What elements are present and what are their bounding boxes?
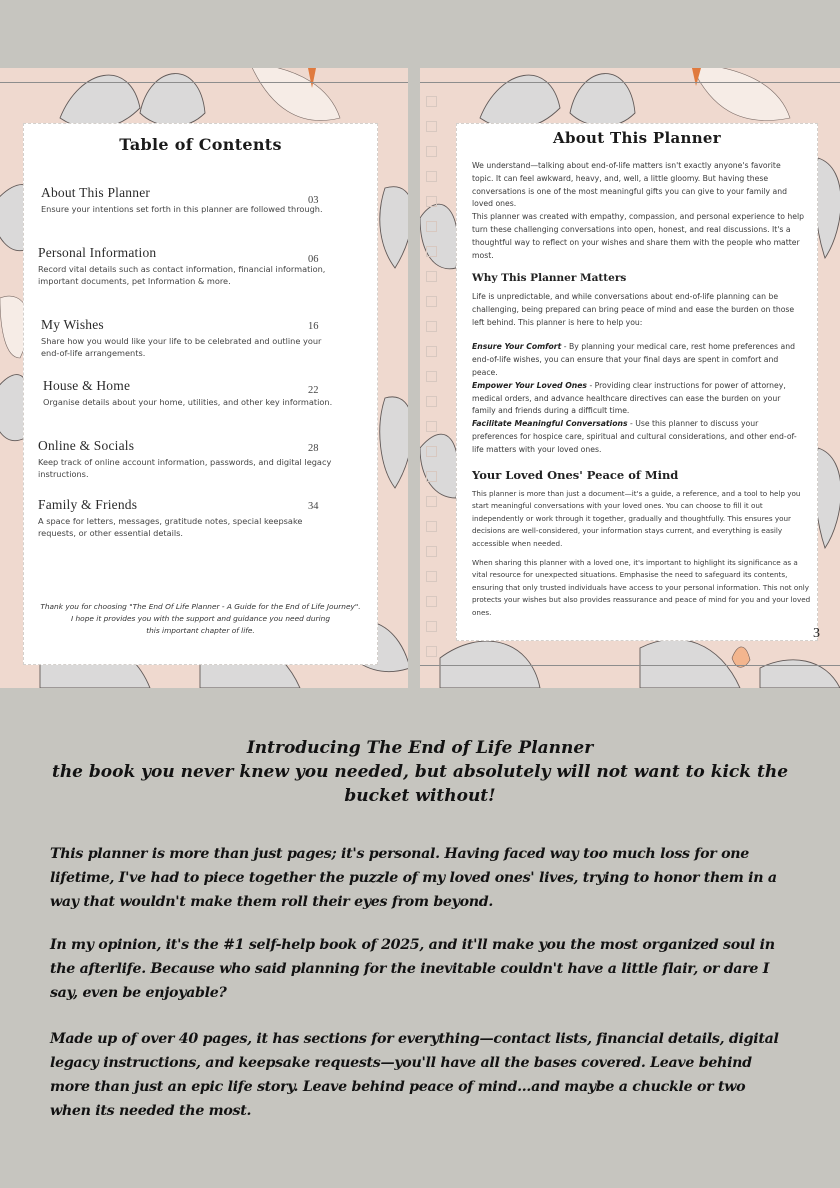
toc-card <box>23 123 378 665</box>
toc-item-description: Keep track of online account information, passwords, and digital legacy instructions. <box>38 457 332 480</box>
toc-thanks-note <box>25 601 376 637</box>
toc-item-description: Organise details about your home, utilities, and other key information. <box>43 397 333 407</box>
about-card <box>456 123 818 641</box>
promo-paragraph: This planner is more than just pages; it's personal. Having faced way too much loss for one lifetime, I've had to piece together the puzzle of my loved ones' lives, trying to honor them in a way that wouldn't make them roll their eyes from beyond. <box>50 846 777 910</box>
toc-item-heading: Family & Friends <box>38 497 138 512</box>
why-point <box>472 418 804 456</box>
why-point-label: Facilitate Meaningful Conversations <box>472 419 628 429</box>
toc-item-wishes[interactable] <box>41 317 341 360</box>
toc-item-page: 16 <box>308 321 319 332</box>
about-intro <box>472 160 804 262</box>
peace-heading: Your Loved Ones' Peace of Mind <box>472 468 679 482</box>
peace-text: When sharing this planner with a loved one, it's important to highlight its significance as a vital resource for unexpected situations. Emphasise the need to safeguard its contents, ensuring that only trusted individuals have access to your personal information. This not only protects your wishes but also provides reassurance and peace of mind for you and your loved ones. <box>472 558 811 617</box>
about-page <box>420 68 840 688</box>
why-point-text: - Providing clear instructions for power of attorney, medical orders, and advance healthcare directives can ease the burden on your family and friends during a difficult time. <box>472 380 786 416</box>
why-section <box>472 291 804 457</box>
page-bottom-rule <box>420 665 840 666</box>
why-heading: Why This Planner Matters <box>472 272 627 284</box>
toc-item-heading: House & Home <box>43 378 131 393</box>
toc-item-description: A space for letters, messages, gratitude notes, special keepsake requests, or other essential details. <box>38 516 303 539</box>
toc-item-description: Ensure your intentions set forth in this planner are followed through. <box>41 204 323 214</box>
about-intro-paragraph: This planner was created with empathy, compassion, and personal experience to help turn these challenging conversations into open, honest, and real discussions. It's a thoughtful way to reflect on your wishes and share them with the people who matter most. <box>472 212 805 260</box>
toc-item-heading: Online & Socials <box>38 438 135 453</box>
about-title: About This Planner <box>553 129 721 147</box>
promo-headline <box>50 736 790 808</box>
toc-item-page: 06 <box>308 254 319 265</box>
promo-headline-line: Introducing The End of Life Planner <box>246 738 594 758</box>
page-top-rule <box>420 82 840 83</box>
margin-checkboxes <box>426 96 436 671</box>
why-text: Life is unpredictable, and while conversations about end-of-life planning can be challenging, being prepared can bring peace of mind and ease the burden on those left behind. This planner is here to help you: <box>472 292 795 327</box>
toc-item-house[interactable] <box>43 378 343 408</box>
why-point <box>472 341 804 379</box>
thanks-line: this important chapter of life. <box>146 626 255 635</box>
page-number: 3 <box>813 626 820 641</box>
toc-item-heading: My Wishes <box>41 317 104 332</box>
why-point-label: Ensure Your Comfort <box>472 342 562 352</box>
toc-item-page: 22 <box>308 385 319 396</box>
toc-item-personal[interactable] <box>38 245 338 288</box>
thanks-line: Thank you for choosing "The End Of Life Planner - A Guide for the End of Life Journey". <box>40 602 361 611</box>
toc-item-heading: Personal Information <box>38 245 157 260</box>
toc-item-online[interactable] <box>38 438 338 481</box>
toc-item-page: 28 <box>308 443 319 454</box>
toc-item-about[interactable] <box>41 185 341 215</box>
toc-item-description: Share how you would like your life to be celebrated and outline your end-of-life arrangements. <box>41 336 322 359</box>
peace-text: This planner is more than just a document—it's a guide, a reference, and a tool to help you start meaningful conversations with your loved ones. You can choose to fill it out independently or work through it together, gradually and thoughtfully. This ensures your decisions are well-considered, your information stays current, and everything is easily accessible when needed. <box>472 489 801 548</box>
page-top-rule <box>0 82 408 83</box>
toc-item-description: Record vital details such as contact information, financial information, important documents, pet Information & more. <box>38 264 326 287</box>
thanks-line: I hope it provides you with the support and guidance you need during <box>70 614 331 623</box>
why-point-label: Empower Your Loved Ones <box>472 380 588 390</box>
toc-item-page: 03 <box>308 195 319 206</box>
promo-headline-line: the book you never knew you needed, but absolutely will not want to kick the bucket without! <box>51 762 789 806</box>
why-point-text: - Use this planner to discuss your preferences for hospice care, spiritual and cultural considerations, and other end-of-life matters with your loved ones. <box>472 419 797 454</box>
promo-paragraph: Made up of over 40 pages, it has sections for everything—contact lists, financial details, digital legacy instructions, and keepsake requests—you'll have all the bases covered. Leave behind more than just an epic life story. Leave behind peace of mind...and maybe a chuckle or two when its needed the most. <box>50 1031 779 1119</box>
promo-paragraph: In my opinion, it's the #1 self-help book of 2025, and it'll make you the most organized soul in the afterlife. Because who said planning for the inevitable couldn't have a little flair, or dare I say, even be enjoyable? <box>50 937 775 1001</box>
toc-title: Table of Contents <box>119 135 282 154</box>
toc-item-heading: About This Planner <box>41 185 151 200</box>
toc-item-family[interactable] <box>38 497 338 540</box>
about-intro-paragraph: We understand—talking about end-of-life matters isn't exactly anyone's favorite topic. It can feel awkward, heavy, and, well, a little gloomy. But having these conversations is one of the most meaningful gifts you can give to your family and loved ones. <box>472 161 788 209</box>
why-point <box>472 380 804 418</box>
toc-item-page: 34 <box>308 501 319 512</box>
toc-page <box>0 68 408 688</box>
why-point-text: - By planning your medical care, rest home preferences and end-of-life wishes, you can ensure that your final days are spent in comfort and peace. <box>472 342 795 377</box>
